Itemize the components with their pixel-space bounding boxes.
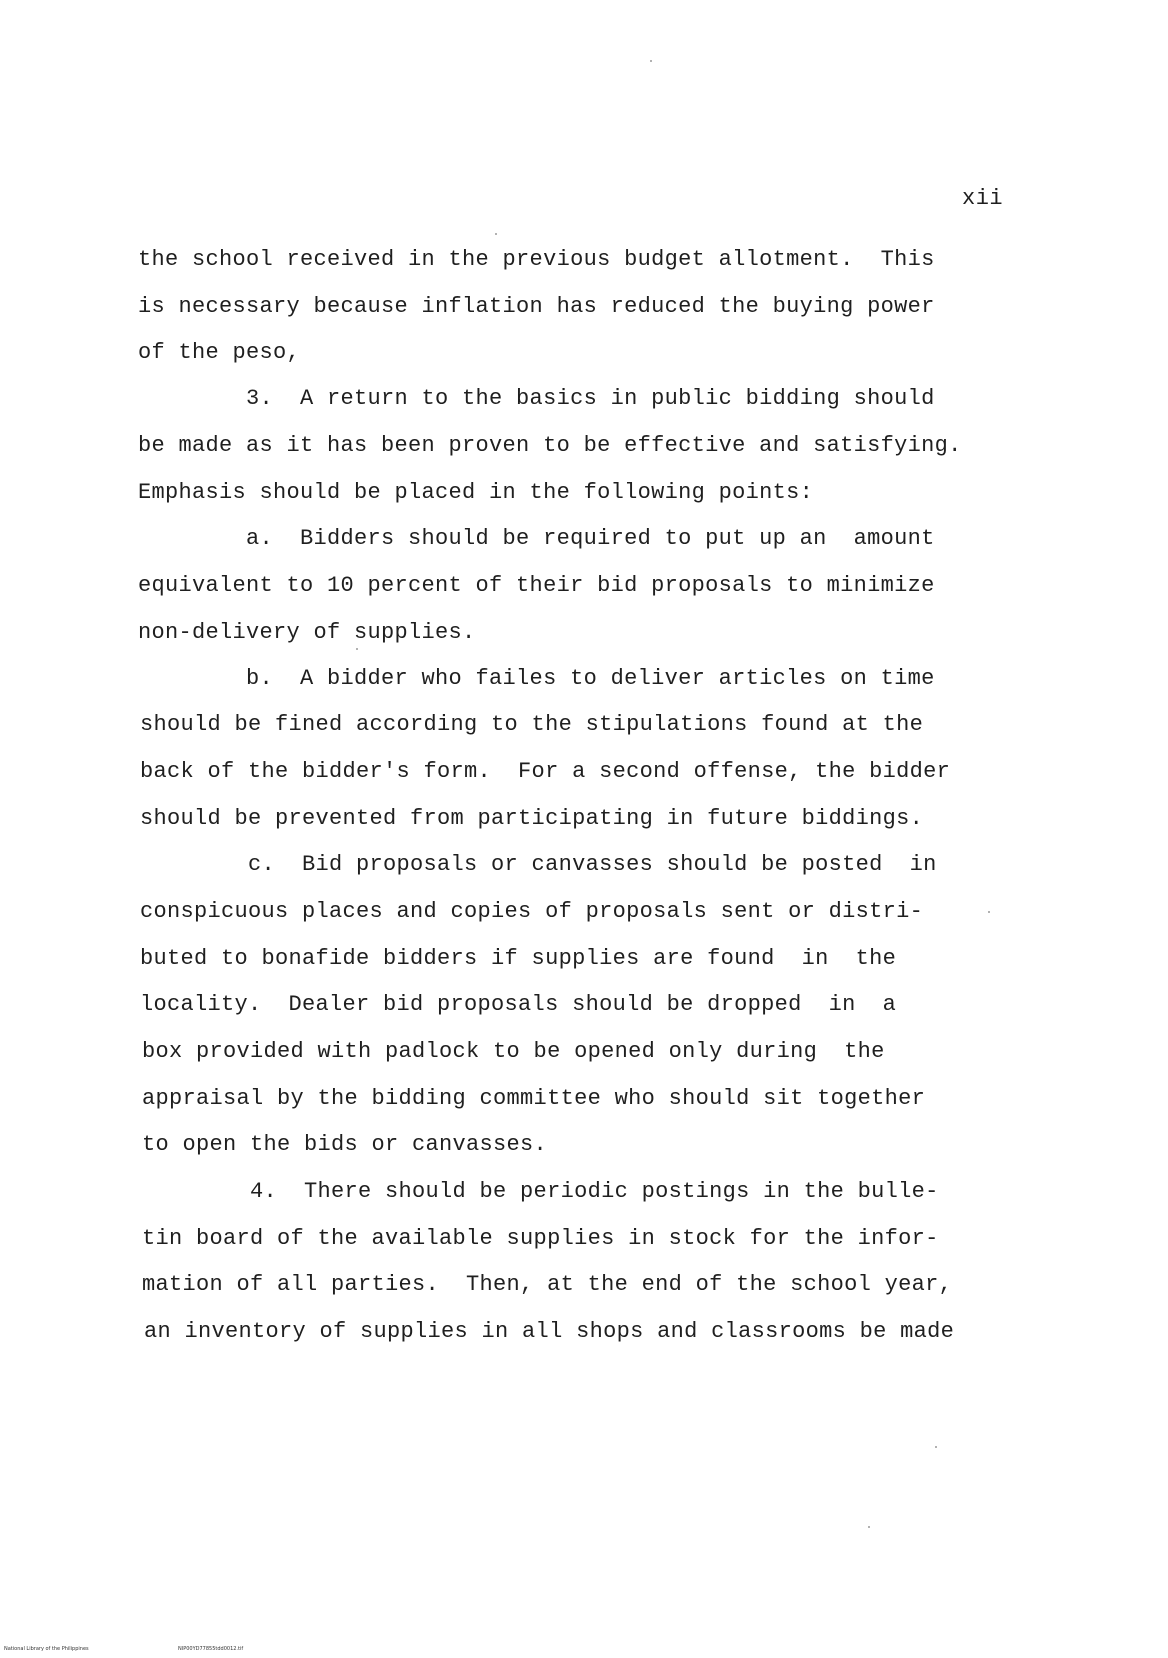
- text-line-17: locality. Dealer bid proposals should be dropped in a: [140, 992, 897, 1017]
- text-line-24: an inventory of supplies in all shops and classrooms be made: [144, 1319, 955, 1344]
- text-line-20: to open the bids or canvasses.: [142, 1132, 548, 1157]
- text-line-13: should be prevented from participating in future biddings.: [140, 806, 924, 831]
- text-line-12: back of the bidder's form. For a second offense, the bidder: [140, 759, 951, 784]
- text-line-10: b. A bidder who failes to deliver articles on time: [138, 666, 935, 691]
- scan-speck: [356, 648, 358, 650]
- text-line-18: box provided with padlock to be opened only during the: [142, 1039, 885, 1064]
- text-line-2: is necessary because inflation has reduced the buying power: [138, 294, 935, 319]
- scan-speck: [935, 1446, 937, 1448]
- scan-speck: [988, 911, 990, 913]
- text-line-16: buted to bonafide bidders if supplies are found in the: [140, 946, 897, 971]
- scan-speck: [868, 1526, 870, 1528]
- text-line-21: 4. There should be periodic postings in the bulle-: [142, 1179, 939, 1204]
- text-line-9: non-delivery of supplies.: [138, 620, 476, 645]
- text-line-11: should be fined according to the stipulations found at the: [140, 712, 924, 737]
- text-line-22: tin board of the available supplies in stock for the infor-: [142, 1226, 939, 1251]
- text-line-8: equivalent to 10 percent of their bid proposals to minimize: [138, 573, 935, 598]
- page-number: xii: [962, 186, 1004, 211]
- text-line-5: be made as it has been proven to be effective and satisfying.: [138, 433, 962, 458]
- text-line-23: mation of all parties. Then, at the end of the school year,: [142, 1272, 953, 1297]
- text-line-4: 3. A return to the basics in public bidding should: [138, 386, 935, 411]
- text-line-3: of the peso,: [138, 340, 301, 365]
- text-line-15: conspicuous places and copies of proposals sent or distri-: [140, 899, 924, 924]
- text-line-6: Emphasis should be placed in the following points:: [138, 480, 814, 505]
- text-line-1: the school received in the previous budget allotment. This: [138, 247, 935, 272]
- footer-file-name: NIP00YD77855tdd0012.tif: [178, 1646, 244, 1652]
- footer-library-credit: National Library of the Philippines: [4, 1646, 89, 1652]
- scan-speck: [495, 233, 497, 235]
- scan-speck: [650, 60, 652, 62]
- text-line-19: appraisal by the bidding committee who should sit together: [142, 1086, 926, 1111]
- text-line-14: c. Bid proposals or canvasses should be posted in: [140, 852, 937, 877]
- text-line-7: a. Bidders should be required to put up an amount: [138, 526, 935, 551]
